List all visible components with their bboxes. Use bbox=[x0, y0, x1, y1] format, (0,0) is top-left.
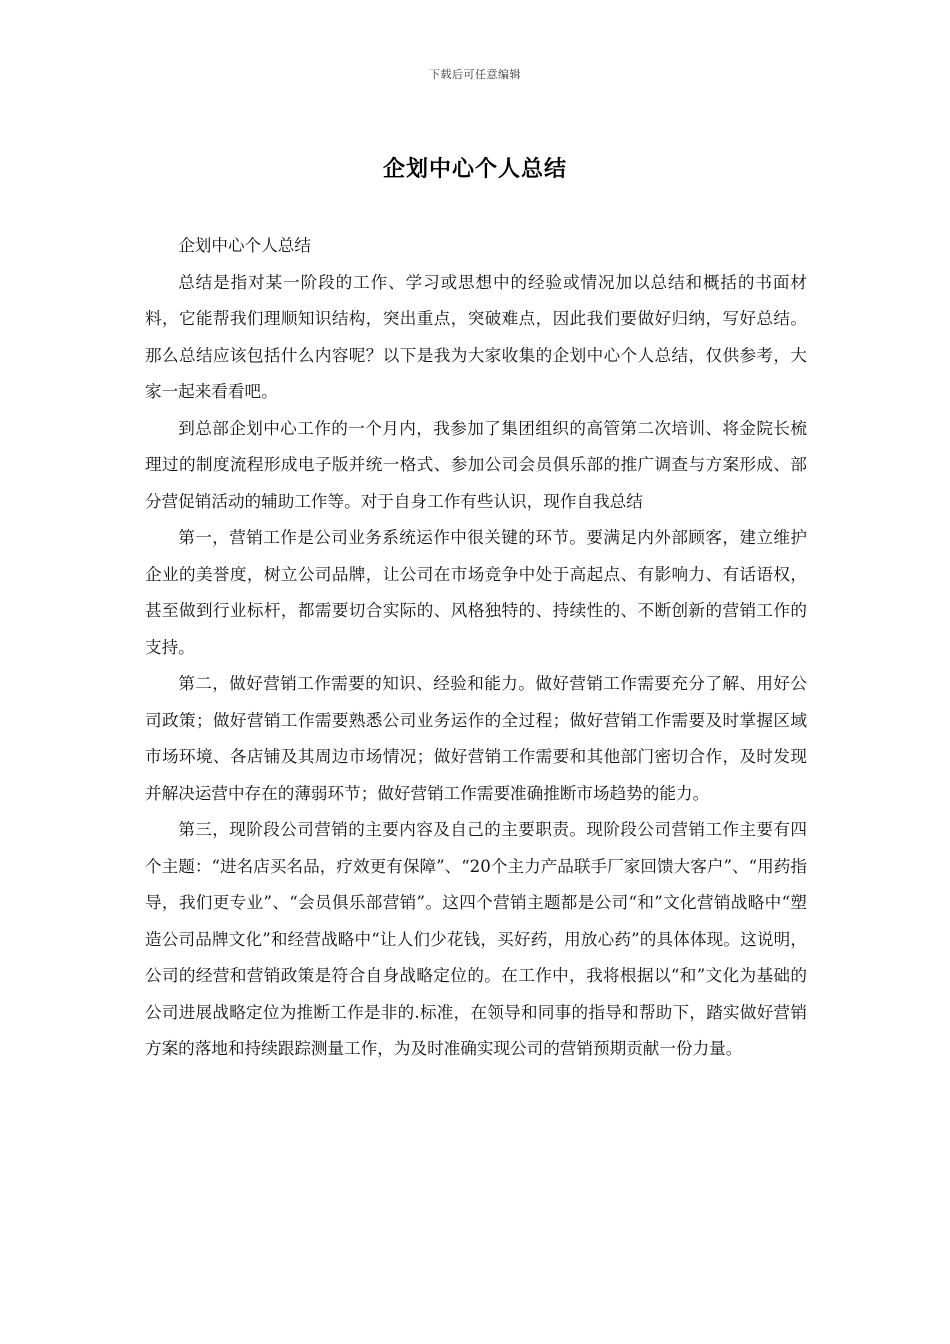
paragraph-point-1: 第一，营销工作是公司业务系统运作中很关键的环节。要满足内外部顾客，建立维护企业的美誉度，树立公司品牌，让公司在市场竞争中处于高起点、有影响力、有话语权，甚至做到行业标杆，都需要切合实际的、风格独特的、持续性的、不断创新的营销工作的支持。 bbox=[145, 528, 807, 657]
paragraph-subtitle: 企划中心个人总结 bbox=[178, 236, 311, 255]
paragraph-intro: 总结是指对某一阶段的工作、学习或思想中的经验或情况加以总结和概括的书面材料，它能帮我们理顺知识结构，突出重点，突破难点，因此我们要做好归纳，写好总结。那么总结应该包括什么内容呢？以下是我为大家收集的企划中心个人总结，仅供参考，大家一起来看看吧。 bbox=[145, 272, 807, 401]
header-note: 下载后可任意编辑 bbox=[429, 68, 521, 81]
paragraph-point-3: 第三，现阶段公司营销的主要内容及自己的主要职责。现阶段公司营销工作主要有四个主题：“进名店买名品，疗效更有保障”、“20个主力产品联手厂家回馈大客户”、“用药指导，我们更专业”、“会员俱乐部营销”。这四个营销主题都是公司“和”文化营销战略中“塑造公司品牌文化”和经营战略中“让人们少花钱，买好药，用放心药”的具体体现。这说明，公司的经营和营销政策是符合自身战略定位的。在工作中，我将根据以“和”文化为基础的公司进展战略定位为推断工作是非的.标准，在领导和同事的指导和帮助下，踏实做好营销方案的落地和持续跟踪测量工作，为及时准确实现公司的营销预期贡献一份力量。 bbox=[145, 820, 807, 1058]
paragraph-point-2: 第二，做好营销工作需要的知识、经验和能力。做好营销工作需要充分了解、用好公司政策；做好营销工作需要熟悉公司业务运作的全过程；做好营销工作需要及时掌握区域市场环境、各店铺及其周边市场情况；做好营销工作需要和其他部门密切合作，及时发现并解决运营中存在的薄弱环节；做好营销工作需要准确推断市场趋势的能力。 bbox=[145, 674, 807, 803]
paragraph-overview: 到总部企划中心工作的一个月内，我参加了集团组织的高管第二次培训、将金院长梳理过的制度流程形成电子版并统一格式、参加公司会员俱乐部的推广调查与方案形成、部分营促销活动的辅助工作等。对于自身工作有些认识，现作自我总结 bbox=[145, 418, 807, 511]
document-title: 企划中心个人总结 bbox=[382, 156, 567, 182]
document-body bbox=[145, 228, 807, 1068]
